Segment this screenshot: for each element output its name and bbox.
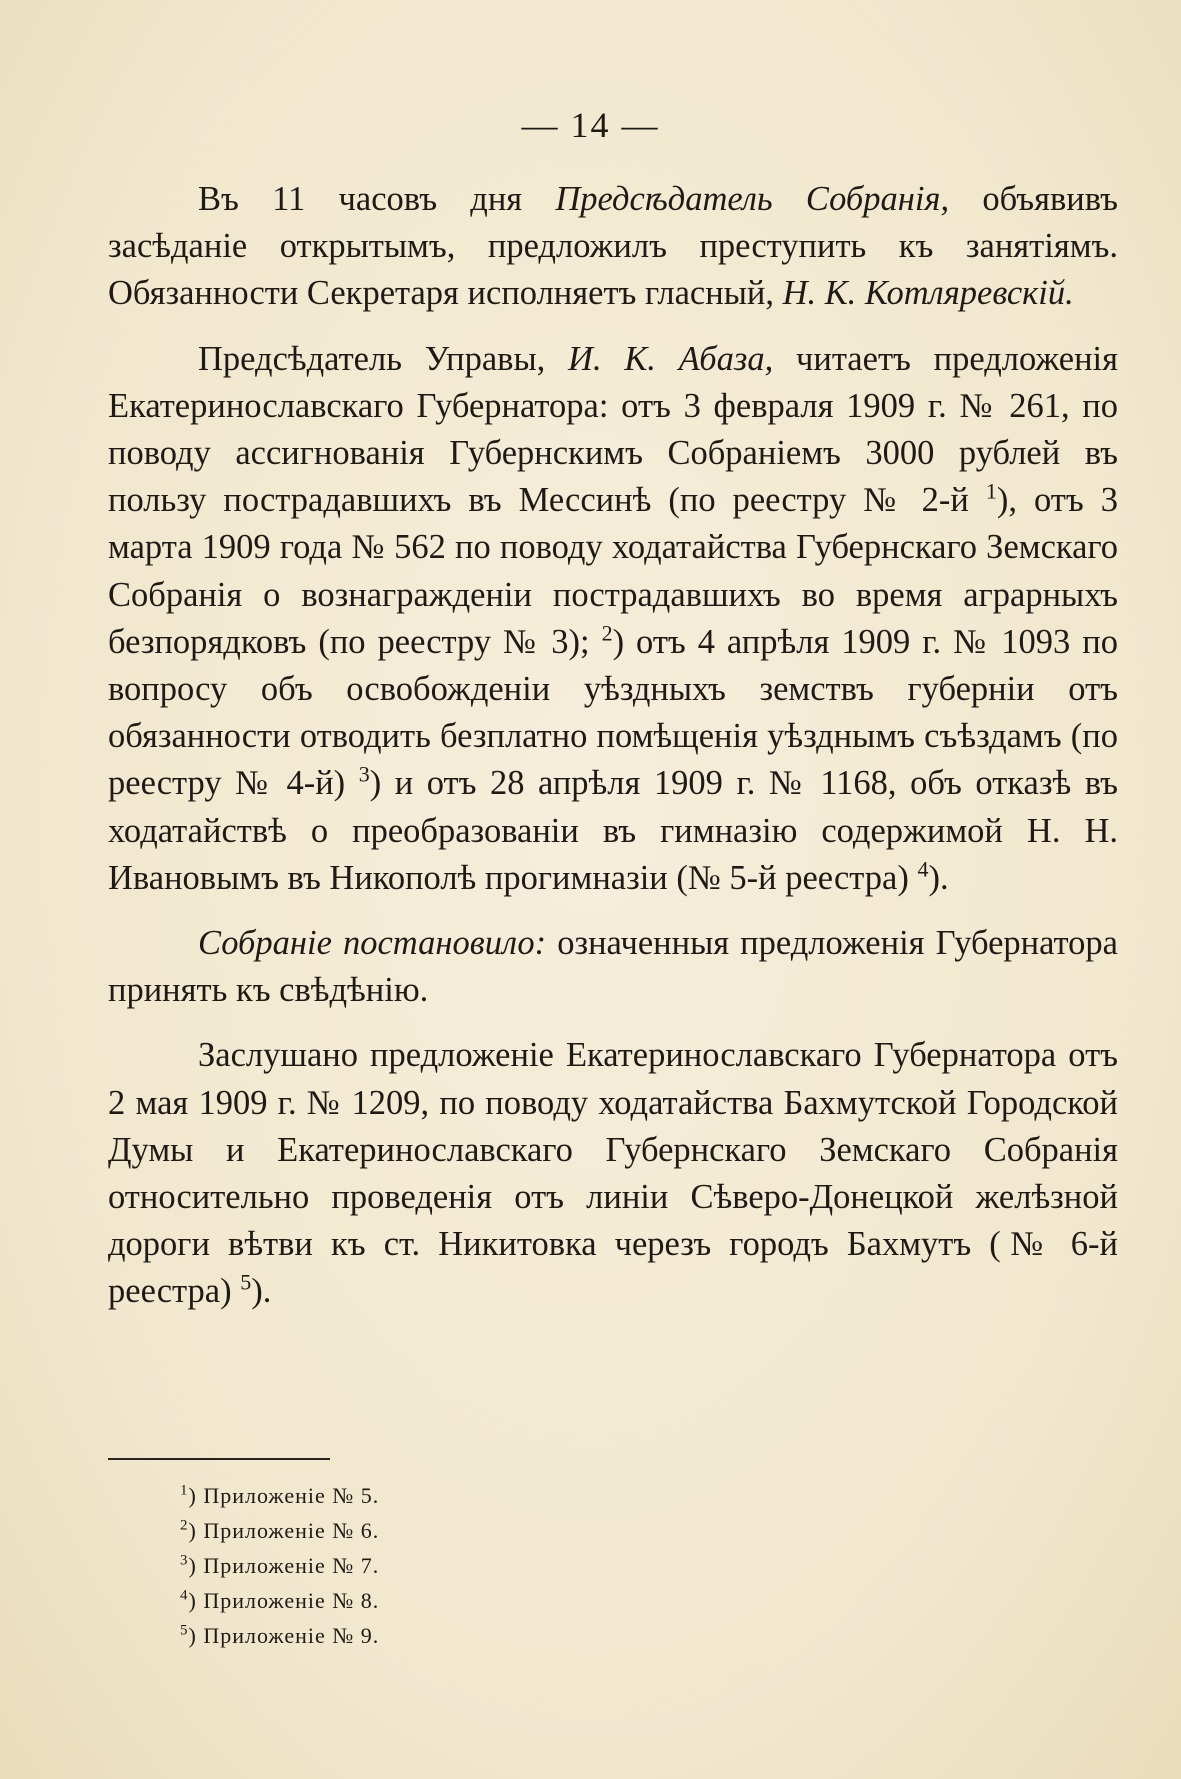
text-segment: Въ 11 часовъ дня (198, 180, 556, 218)
footnote-text: ) Приложеніе № 9. (188, 1623, 380, 1648)
text-segment: читаетъ предложенія Екатеринославскаго Губернатора: отъ 3 февраля 1909 г. № 261, по поводу ассигнованія Губернскимъ Собраніемъ 3000 рублей въ пользу пострадавшихъ въ Мессинѣ (по реестру № 2-й (108, 339, 1118, 520)
text-segment: Предсѣдатель Управы, (198, 339, 569, 378)
text-segment: объявивъ засѣданіе открытымъ, предложилъ преступить къ занятіямъ. Обязанности Секретаря исполняетъ гласный, (108, 180, 1119, 313)
paragraph-resolution (108, 920, 1118, 1014)
footnote (180, 1618, 379, 1653)
text-segment: ), отъ 3 марта 1909 года № 562 по поводу ходатайства Губернскаго Земскаго Собранія о вознагражденіи пострадавшихъ во время аграрныхъ безпорядковъ (по реестру № 3); (108, 481, 1119, 661)
page-number: — 14 — (521, 105, 660, 145)
footnote-ref: 4 (917, 856, 929, 882)
footnote-ref: 2 (601, 620, 613, 646)
text-segment: ). (928, 858, 949, 897)
footnote (180, 1513, 379, 1548)
paragraph-governor-proposals (108, 336, 1118, 902)
footnote-ref: 5 (240, 1269, 252, 1295)
footnote-mark: 3 (180, 1552, 189, 1569)
text-segment: ). (251, 1272, 272, 1311)
footnote-text: ) Приложеніе № 7. (188, 1553, 380, 1578)
footnotes (180, 1478, 379, 1653)
footnote-ref: 3 (358, 761, 370, 787)
paragraph-opening (108, 176, 1118, 318)
italic-text: Н. К. Котляревскій. (782, 274, 1074, 313)
footnote-mark: 5 (180, 1622, 189, 1639)
text-segment: ) и отъ 28 апрѣля 1909 г. № 1168, объ отказѣ въ ходатайствѣ о преобразованіи въ гимназію содержимой Н. Н. Ивановымъ въ Никополѣ прогимназіи (№ 5-й реестра) (108, 764, 1118, 897)
footnote-text: ) Приложеніе № 6. (188, 1518, 380, 1543)
footnote (180, 1583, 379, 1618)
footnote-mark: 2 (180, 1517, 189, 1534)
footnote-text: ) Приложеніе № 5. (188, 1483, 380, 1508)
footnote-ref: 1 (985, 478, 997, 504)
footnote-text: ) Приложеніе № 8. (188, 1588, 380, 1613)
main-text (108, 176, 1118, 1334)
paragraph-railway-petition (108, 1032, 1118, 1315)
text-segment: Заслушано предложеніе Екатеринославскаго Губернатора отъ 2 мая 1909 г. № 1209, по поводу ходатайства Бахмутской Городской Думы и Екатеринославскаго Губернскаго Земскаго Собранія относительно проведенія отъ линіи Сѣверо-Донецкой желѣзной дороги вѣтви къ ст. Никитовка черезъ городъ Бахмутъ (№ 6-й реестра) (108, 1036, 1118, 1311)
italic-text: Собраніе постановило: (198, 924, 547, 963)
footnote-mark: 1 (180, 1482, 189, 1499)
italic-text: Предсѣдатель Собранія, (555, 180, 950, 218)
italic-text: И. К. Абаза, (568, 339, 774, 378)
text-segment: означенныя предложенія Губернатора принять къ свѣдѣнію. (108, 924, 1118, 1010)
footnote (180, 1548, 379, 1583)
text-segment: ) отъ 4 апрѣля 1909 г. № 1093 по вопросу объ освобожденіи уѣздныхъ земствъ губерніи отъ обязанности отводить безплатно помѣщенія уѣзднымъ съѣздамъ (по реестру № 4-й) (108, 622, 1118, 803)
footnote (180, 1478, 379, 1513)
footnote-divider (108, 1458, 330, 1460)
footnote-mark: 4 (180, 1587, 189, 1604)
